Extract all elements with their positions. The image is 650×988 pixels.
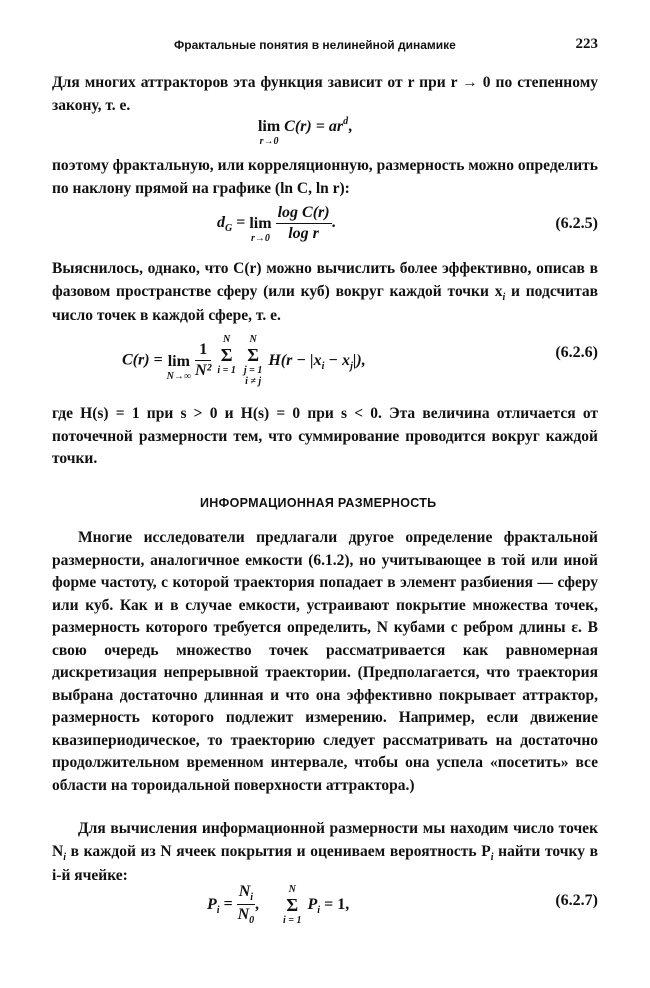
eq3-sum-i: N Σ i = 1 <box>217 334 236 376</box>
paragraph-2: поэтому фрактальную, или корреляционную, размерность можно определить по наклону прямой на графике (ln C, ln r): <box>52 157 598 197</box>
eq3-fraction: $\frac{1}{\text{N²}}$ <box>195 341 212 379</box>
equation-6-2-5 <box>52 203 598 251</box>
eq3-lim: lim N→∞ <box>166 352 192 382</box>
equation-number-6-2-7: (6.2.7) <box>555 892 598 909</box>
equation-number-6-2-6: (6.2.6) <box>555 344 598 361</box>
page-header <box>138 36 598 58</box>
equation-6-2-7 <box>52 882 598 938</box>
eq4-rhs: $P_i = 1$, <box>307 895 350 916</box>
eq2-lim: lim r→0 <box>249 215 272 244</box>
eq3-body: $H(r - |x_i - x_j|)$, <box>268 351 366 372</box>
paragraph-6: Для вычисления информационной размерности мы находим число точек $N_i$ в каждой из N ячеек покрытия и оцениваем вероятность $P_i$ найти точку в i-й ячейке: <box>52 820 598 884</box>
paragraph-3: Выяснилось, однако, что C(r) можно вычислить более эффективно, описав в фазовом пространстве сферу (или куб) вокруг каждой точки $x_i$ и подсчитав число точек в каждой сфере, т. е. <box>52 260 598 324</box>
eq1-body: C(r) = ar <box>284 118 344 135</box>
running-title: Фрактальные понятия в нелинейной динамике <box>174 38 456 52</box>
equation-6-2-6 <box>52 330 598 396</box>
eq2-fraction: $\frac{\text{log C(r)}}{\text{log r}}$ <box>277 204 330 242</box>
paragraph-1: Для многих аттракторов эта функция зависит от r при r → 0 по степенному закону, т. е. <box>52 74 598 114</box>
equation-limit-C <box>52 118 598 148</box>
paragraph-4: где H(s) = 1 при s > 0 и H(s) = 0 при s < 0. Эта величина отличается от поточечной размерности тем, что суммирование проводится вокруг каждой точки. <box>52 405 598 467</box>
eq2-lhs: d <box>217 214 225 232</box>
paragraph-5: Многие исследователи предлагали другое определение фрактальной размерности, аналогичное емкости (6.1.2), но учитывающее в той или иной форме частоту, с которой траектория попадает в элемент разбиения — сферу или куб. Как и в случае емкости, устраивают покрытие множества точек, размерность которого требуется определить, N кубами с ребром длины ε. В свою очередь множество точек рассматривается как равномерная дискретизация непрерывной траектории. (Предполагается, что траектория выбрана достаточно длинная и что она эффективно покрывает аттрактор, размерность которого подлежит измерению. Например, если движение квазипериодическое, то траекторию следует рассматривать на достаточно продолжительном временном интервале, чтобы она успела «посетить» все области на тороидальной поверхности аттрактора.) <box>52 529 598 794</box>
eq1-lim: lim r→0 <box>257 118 281 147</box>
eq1-tail: , <box>348 118 353 135</box>
eq2-equals: = <box>232 214 250 232</box>
equation-number-6-2-5: (6.2.5) <box>555 215 598 232</box>
eq4-equals: = <box>219 895 237 913</box>
eq1-exponent: d <box>343 116 349 127</box>
page-number: 223 <box>575 36 598 52</box>
eq3-sum-j: N Σ j = 1 i ≠ j <box>243 334 263 387</box>
eq2-tail: . <box>331 214 336 232</box>
eq4-separator: , <box>255 895 260 913</box>
eq4-sum: N Σ i = 1 <box>283 883 302 926</box>
eq3-lhs: C(r) = <box>122 351 167 369</box>
section-title: ИНФОРМАЦИОННАЯ РАЗМЕРНОСТЬ <box>200 496 437 510</box>
eq4-fraction: $\frac{N_i}{N_0}$ <box>237 883 255 926</box>
eq2-lhs-sub: G <box>225 223 233 235</box>
eq4-lhs: $P_i$ <box>207 895 220 916</box>
